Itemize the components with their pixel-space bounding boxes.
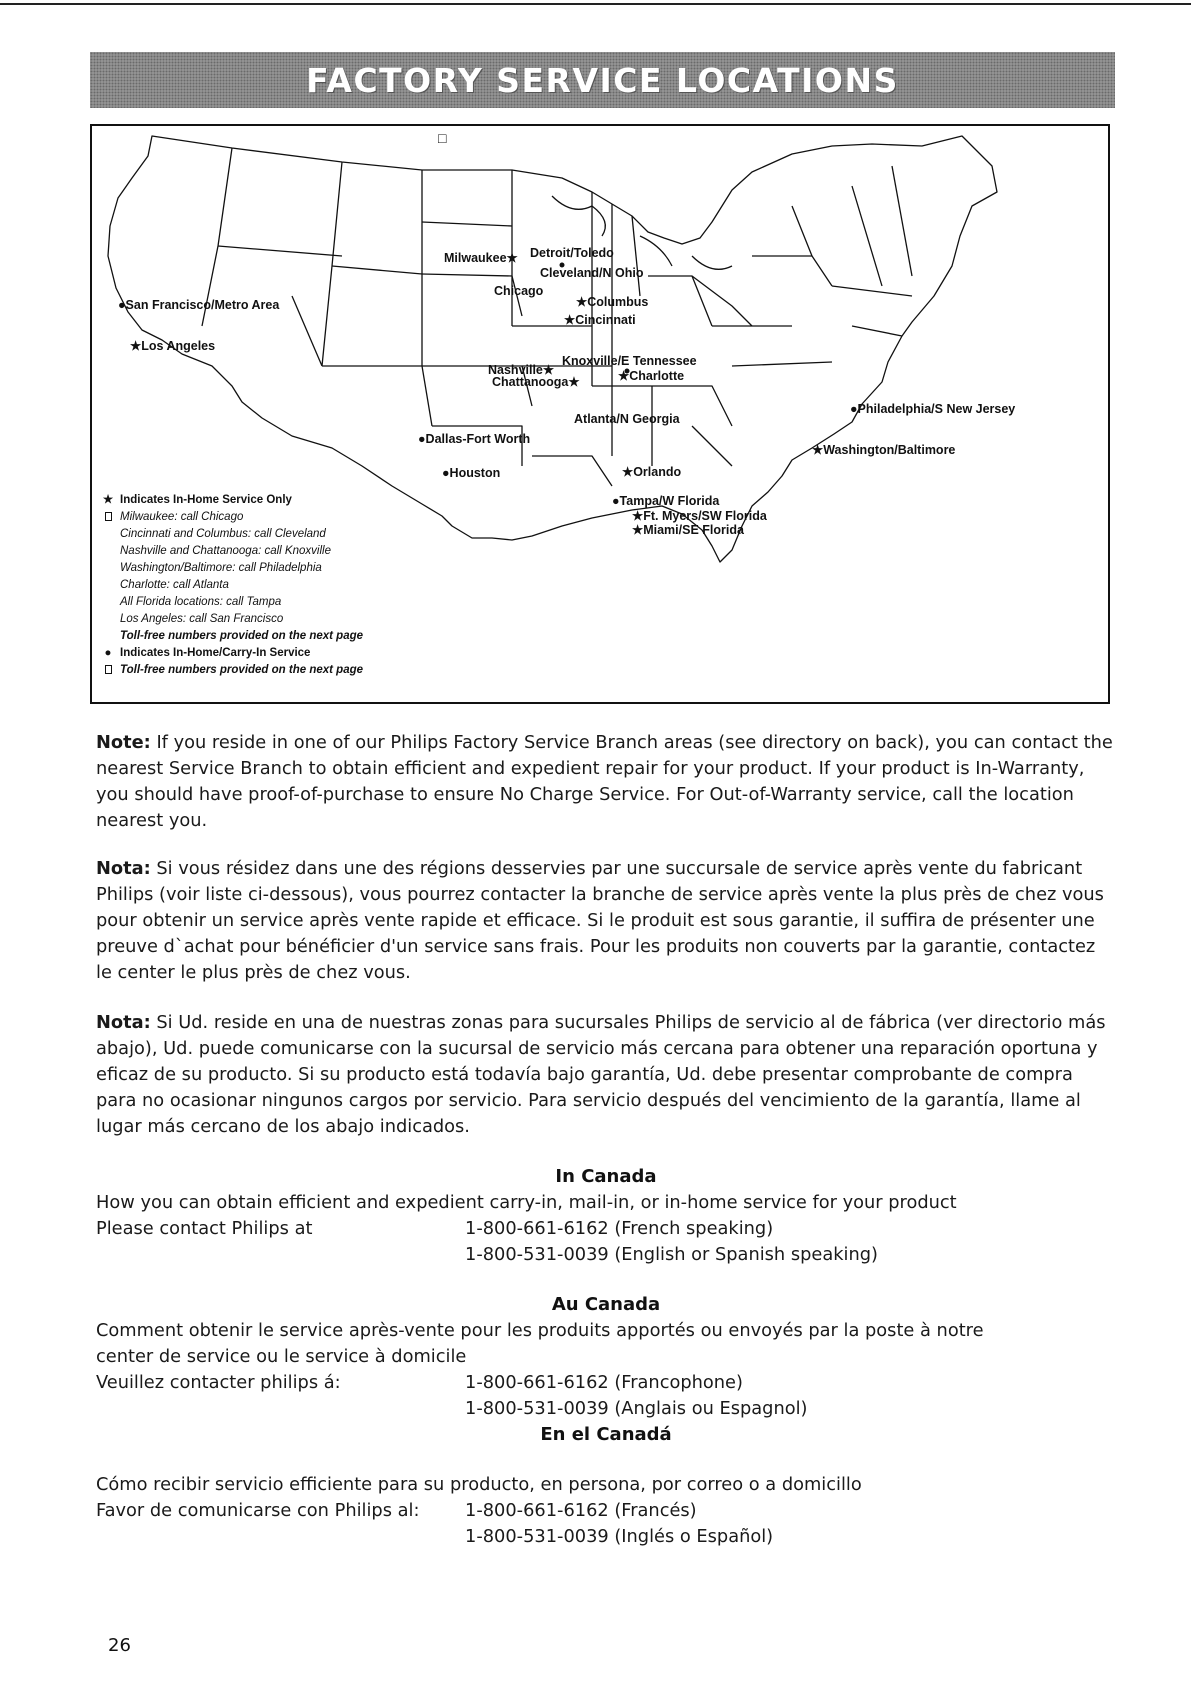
service-map	[90, 124, 1110, 704]
city-label: ●San Francisco/Metro Area	[118, 298, 280, 312]
city-label: ★Miami/SE Florida	[632, 523, 744, 537]
city-label: ★Orlando	[622, 465, 682, 479]
city-label: ●Houston	[442, 466, 501, 480]
city-label: ★Los Angeles	[130, 339, 216, 353]
note-label: Nota:	[96, 1012, 151, 1033]
heading-en-el-canada: En el Canadá	[540, 1424, 672, 1445]
city-label: Cleveland/N Ohio	[540, 266, 644, 280]
dot-icon: ●	[104, 647, 112, 659]
city-label: ★Charlotte	[618, 369, 685, 383]
phone-number: 1-800-531-0039 (Anglais ou Espagnol)	[465, 1398, 808, 1419]
page-title: FACTORY SERVICE LOCATIONS	[306, 60, 899, 100]
city-label: Chicago	[494, 284, 544, 298]
canada-en-line: How you can obtain efficient and expedient carry-in, mail-in, or in-home service for your product	[96, 1192, 957, 1213]
city-label: ●Dallas-Fort Worth	[418, 432, 531, 446]
phone-number: 1-800-661-6162 (French speaking)	[465, 1218, 774, 1239]
note-text: Si Ud. reside en una de nuestras zonas para sucursales Philips de servicio al de fábrica (ver directorio más abajo), Ud. puede comunicarse con la sucursal de servicio más cercana para obtener una reparación oportuna y eficaz de su producto. Si su producto está todavía bajo garantía, Ud. debe presentar comprobante de compra para no ocasionar ningunos cargos por servicio. Para servicio después del vencimiento de la garantía, llame al lugar más cercano de los abajo indicados.	[96, 1012, 1106, 1137]
phone-number: 1-800-531-0039 (Inglés o Español)	[465, 1526, 774, 1547]
map-legend	[102, 492, 502, 679]
canada-fr-line: Comment obtenir le service après-vente pour les produits apportés ou envoyés par la poste à notre	[96, 1320, 984, 1341]
top-rule	[0, 3, 1191, 5]
legend-note: Los Angeles: call San Francisco	[120, 613, 284, 625]
legend-star-text: Indicates In-Home Service Only	[120, 494, 292, 506]
city-label: Nashville★	[488, 363, 555, 377]
note-spanish	[96, 1010, 1116, 1140]
city-label: Chattanooga★	[492, 375, 580, 389]
city-label: Knoxville/E Tennessee	[562, 354, 697, 368]
note-english	[96, 730, 1116, 834]
city-label: ●Philadelphia/S New Jersey	[850, 402, 1016, 416]
legend-note: Milwaukee: call Chicago	[120, 511, 244, 523]
title-banner	[90, 52, 1115, 108]
heading-au-canada: Au Canada	[551, 1294, 661, 1315]
canada-es-line: Cómo recibir servicio efficiente para su producto, en persona, por correo o a domicillo	[96, 1474, 862, 1495]
legend-note: Nashville and Chattanooga: call Knoxville	[120, 545, 331, 557]
star-icon: ★	[102, 494, 114, 506]
note-text: Si vous résidez dans une des régions desservies par une succursale de service après vente du fabricant Philips (voir liste ci-dessous), vous pourrez contacter la branche de service après vente la plus près de chez vous pour obtenir un service après vente rapide et efficace. Si le produit est sous garantie, il suffira de présenter une preuve d`achat pour bénéficier d'un service sans frais. Pour les produits non couverts par la garantie, contactez le center le plus près de chez vous.	[96, 858, 1104, 983]
legend-note: Washington/Baltimore: call Philadelphia	[120, 562, 322, 574]
note-french	[96, 856, 1116, 986]
note-label: Note:	[96, 732, 151, 753]
legend-toll-free: Toll-free numbers provided on the next page	[120, 664, 364, 676]
canada-en-contact: Please contact Philips at	[96, 1218, 313, 1239]
city-label: ★Cincinnati	[564, 313, 636, 327]
legend-dot-text: Indicates In-Home/Carry-In Service	[120, 647, 311, 659]
legend-note: Cincinnati and Columbus: call Cleveland	[120, 528, 326, 540]
city-label: ●Tampa/W Florida	[612, 494, 720, 508]
city-label: Atlanta/N Georgia	[574, 412, 680, 426]
page-number: 26	[108, 1635, 131, 1656]
legend-note: Charlotte: call Atlanta	[120, 579, 229, 591]
phone-number: 1-800-661-6162 (Francés)	[465, 1500, 697, 1521]
square-icon	[105, 512, 112, 521]
legend-toll-free: Toll-free numbers provided on the next page	[120, 630, 364, 642]
city-label: Milwaukee★	[444, 251, 518, 265]
note-text: If you reside in one of our Philips Factory Service Branch areas (see directory on back), you can contact the nearest Service Branch to obtain efficient and expedient repair for your product. If your product is In-Warranty, you should have proof-of-purchase to ensure No Charge Service. For Out-of-Warranty service, call the location nearest you.	[96, 732, 1113, 831]
heading-in-canada: In Canada	[555, 1166, 657, 1187]
legend-note: All Florida locations: call Tampa	[120, 596, 282, 608]
phone-number: 1-800-531-0039 (English or Spanish speaking)	[465, 1244, 878, 1265]
city-label: Detroit/Toledo	[530, 246, 614, 260]
canada-fr-line: center de service ou le service à domicile	[96, 1346, 467, 1367]
square-icon	[105, 665, 112, 674]
city-label: ★Ft. Myers/SW Florida	[632, 509, 767, 523]
canada-es-contact: Favor de comunicarse con Philips al:	[96, 1500, 420, 1521]
city-label: ★Columbus	[576, 295, 649, 309]
map-top-marker: □	[438, 130, 447, 146]
phone-number: 1-800-661-6162 (Francophone)	[465, 1372, 743, 1393]
city-label: ★Washington/Baltimore	[812, 443, 956, 457]
canada-fr-contact: Veuillez contacter philips á:	[96, 1372, 341, 1393]
note-label: Nota:	[96, 858, 151, 879]
